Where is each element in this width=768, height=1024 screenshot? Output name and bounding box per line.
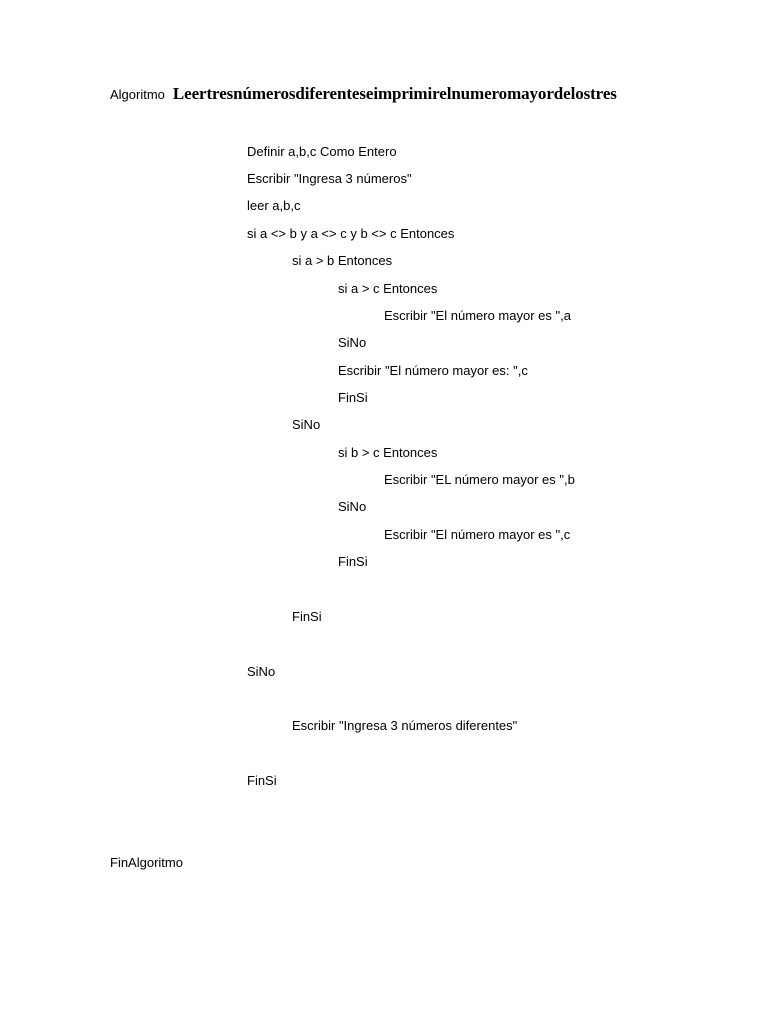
code-line: Escribir "EL número mayor es ",b	[384, 472, 575, 487]
code-line: SiNo	[247, 664, 276, 679]
code-line: Escribir "Ingresa 3 números diferentes"	[292, 718, 518, 733]
algorithm-name: Leertresnúmerosdiferenteseimprimirelnumeromayordelostres	[172, 84, 617, 103]
code-line: Escribir "El número mayor es ",c	[384, 527, 571, 542]
algorithm-keyword: Algoritmo	[110, 87, 165, 102]
code-line: Escribir "El número mayor es: ",c	[338, 363, 528, 378]
code-line: FinSi	[338, 554, 368, 569]
code-line: Escribir "Ingresa 3 números"	[247, 171, 412, 186]
code-line: si a <> b y a <> c y b <> c Entonces	[247, 226, 455, 241]
code-line: Escribir "El número mayor es ",a	[384, 308, 571, 323]
code-line: Definir a,b,c Como Entero	[247, 144, 397, 159]
code-line: FinSi	[292, 609, 322, 624]
algorithm-footer: FinAlgoritmo	[110, 855, 183, 870]
algorithm-header	[110, 84, 617, 104]
code-line: FinSi	[247, 773, 277, 788]
code-line: si a > c Entonces	[338, 281, 438, 296]
code-line: SiNo	[338, 335, 367, 350]
code-line: FinSi	[338, 390, 368, 405]
code-line: si a > b Entonces	[292, 253, 393, 268]
code-line: si b > c Entonces	[338, 445, 438, 460]
code-line: SiNo	[292, 417, 321, 432]
code-line: leer a,b,c	[247, 198, 301, 213]
code-line: SiNo	[338, 499, 367, 514]
